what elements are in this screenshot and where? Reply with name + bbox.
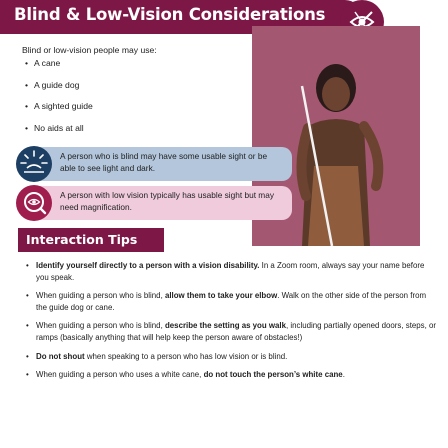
list-item: [24, 260, 438, 283]
tip-text: , including partially opened doors, steps, or ramps (basically anything that will help keep the person aware of obstacles!): [36, 321, 437, 342]
list-item: [24, 351, 438, 363]
blind-callout: A person who is blind may have some usable sight or be able to see light and dark.: [20, 147, 292, 181]
tip-text: .: [342, 370, 345, 380]
list-item: • A cane: [22, 58, 93, 80]
low-vision-callout: A person with low vision typically has usable sight but may need magnification.: [20, 186, 292, 220]
tip-emphasis: Identify yourself directly to a person with a vision disability.: [36, 261, 260, 270]
list-item: • A sighted guide: [22, 101, 93, 123]
tips-title: Interaction Tips: [26, 232, 138, 247]
list-item: • A guide dog: [22, 80, 93, 102]
aids-list: [22, 58, 93, 144]
list-item: • No aids at all: [22, 123, 93, 145]
tip-text: When guiding a person who is blind,: [36, 291, 165, 301]
page-title: Blind & Low-Vision Considerations: [14, 5, 326, 24]
intro-text: Blind or low-vision people may use:: [22, 45, 157, 55]
sun-rays-icon: [16, 146, 52, 182]
list-item: [24, 320, 438, 343]
tip-text: When guiding a person who is blind,: [36, 321, 165, 331]
list-item: [24, 369, 438, 381]
tip-emphasis: Do not shout: [36, 351, 85, 361]
tip-text: In a Zoom room, always say your name before you speak.: [36, 261, 425, 282]
list-item: [24, 290, 438, 313]
tip-emphasis: describe the setting as you walk: [164, 321, 286, 331]
tip-text: . Walk on the other side of the person from the guide dog or cane.: [36, 291, 427, 312]
tip-emphasis: do not touch the person’s white cane: [203, 370, 343, 380]
magnifier-icon: [16, 185, 52, 221]
tip-text: when speaking to a person who has low vision or is blind.: [84, 351, 288, 361]
tips-list: [24, 260, 438, 388]
tip-text: When guiding a person who uses a white cane,: [36, 370, 204, 380]
tip-emphasis: allow them to take your elbow: [164, 291, 278, 301]
tips-header: [18, 228, 164, 252]
